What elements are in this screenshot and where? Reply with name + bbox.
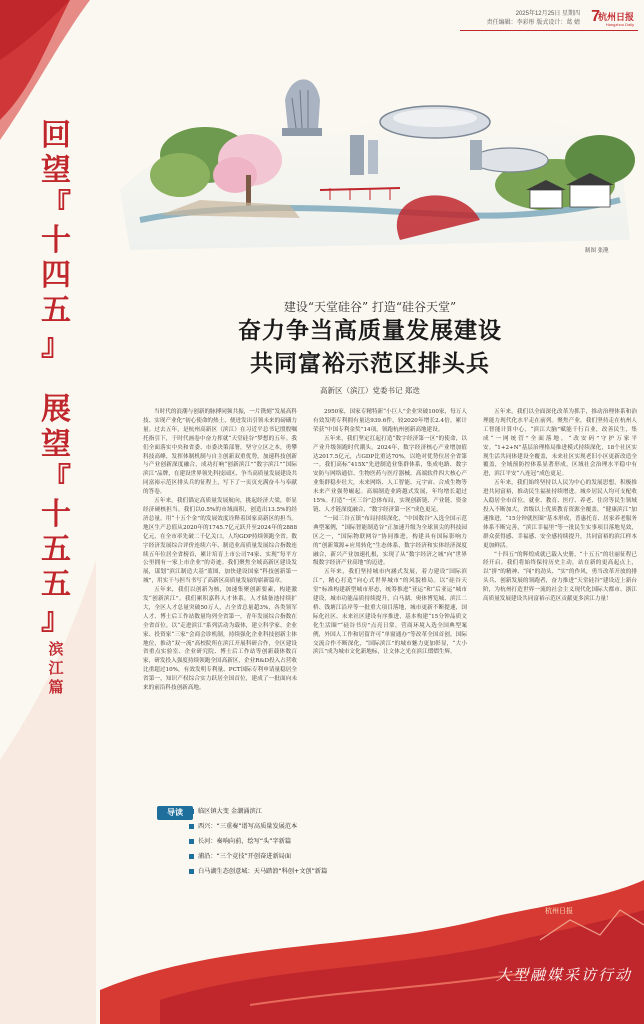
editor-credits: 责任编辑：李彩彤 版式设计：葛 婧 bbox=[486, 20, 580, 26]
article-column-1 bbox=[143, 408, 297, 798]
issue-date: 2025年12月25日 星期四 bbox=[515, 11, 580, 17]
page-number: 7 bbox=[591, 8, 600, 25]
side-title-outlook: 展 望 『 十 五 五 』 bbox=[41, 392, 71, 637]
paragraph: “一园三谷五镇”布局持续深化，“中国数谷”入选全国示范典型案例，“国际智能制造谷”正加速升级为全球顶尖的科技园区之一，“国际物联网谷”协同推进，构建具有国际影响力的“创新策源+应用转化”生态体系，数字经济和实体经济深度融合，新兴产业加速扎根，实现了从“数字经济之城”向“世界级数字经济产业高地”的迈进。 bbox=[313, 515, 467, 567]
guide-item[interactable]: 白马湖生态创意城：天马踏浪“科创+文创”新篇 bbox=[189, 866, 327, 878]
newspaper-logo-sub: Hangzhou Daily bbox=[605, 22, 634, 27]
guide-item[interactable]: 临区镇大变 金潮涌滨江 bbox=[189, 806, 262, 818]
guide-item[interactable]: 西兴：“三重奏”谱写高质量发展范本 bbox=[189, 821, 297, 833]
paragraph: 五年来，我们以全面深化改革为抓手，推动治理体系和治理能力现代化水平走在前列。聚焦产业，我们坚持走在杭州人工智能计算中心，“滨江大脑”赋能千行百业，改善民生，集成“一网统管”全面落地，“改安码”守护万家平安。“1+2+N”基层治理格局推进模式持续深化，18个社区实现生活共同体建设全覆盖，未来社区实现老旧小区更新改造全覆盖，全域预防控体系显著形成，区域社会治理水平稳中有进，滨江平安“八连冠”成色更足。 bbox=[483, 409, 637, 478]
paragraph: 五年来，我们坚持城市内涵式发展，着力建设“国际滨江”，精心打造“向心式世界城市”的风貌格局。以“硅谷天堂”标准构建新型城市形态，统筹推进“亚运”和“后亚运”城市建设，城市功能品质持续提升，白马湖、奥体博览城、滨江二桥、钱塘江沿岸等一批重大项目落地，城市更新不断提速，国际化社区、未来社区建设有序推进，基本构建“15分钟品质文化生活圈”“硅谷书房”点亮日常。营商环境入选全国典型案例，外国人工作和居留许可“单窗通办”等改革全国首创，国际交流合作不断深化，“国际滨江”的城市魅力更加彰显，“大小滨江”成为城市文化新地标，让文体之光在滨江熠熠生辉。 bbox=[313, 569, 467, 656]
paragraph: 五年来，我们坚定扛起打造“数字经济第一区”的使命，以产业升级领跑时代潮头。2024年，数字经济核心产业增加值达2017.5亿元，占GDP比重达70%，以绝对优势位居全省第一。我们高标“415X”先进制造业集群体系，集成电路、数字安防与网络通信、生物医药与医疗器械、高端软件四大核心产业集群稳步壮大，未来网络、人工智能、元宇宙、合成生物等未来产业强势崛起。高端制造业跨越式发展，年均增长超过15%。打造“一区三谷”总体布局，实现创新链、产业链、资金链、人才链深度融合，“数字经济第一区”成色更足。 bbox=[313, 435, 467, 513]
article-column-2 bbox=[313, 408, 467, 798]
illustration-credit: 制图 张滟 bbox=[585, 248, 609, 254]
headline-line-1: 奋力争当高质量发展建设 bbox=[238, 318, 502, 344]
article-byline: 高新区（滨江）党委书记 郑迭 bbox=[320, 386, 420, 395]
paragraph: 五年来，我们锚定高质量发展航向，挑起经济大梁，彰显经济硬核担当。我们以0.5%的市域面积，创造出13.5%的经济总量。用“十五个金”的发展效度诠释着国家高新区的担当。地区生产总值从2020年的1745.7亿元跃升至2024年的2888亿元，在全市率先破二千亿关口，人均GDP持续领跑全省。数字经济发展综合评价连续六年、制造业高质量发展综合指数连续五年位居全省榜首，累计培育上市公司74家、实现“每平方公里拥有一家上市企业”的奇迹。我们聚焦全域高新区建设发展，谋划“滨江制造大基”蓝图，加快建设国家“科技创新第一城”，用实干与担当书写了高新区高质量发展的崭新篇章。 bbox=[143, 498, 297, 585]
paragraph: 五年来，我们始终坚持以人民为中心的发展思想，积极推进共同富裕，推动民生福祉持续增进。城乡居民人均可支配收入稳居全市首位，就业、教育、医疗、养老、住房等民生领域投入不断加大，省级以上优质教育资源全覆盖，“健康滨江”加速推进，“15分钟就医圈”基本形成，普惠托育、居家养老服务体系不断完善，“滨江幸福里”等一批民生实事项目落地见效，群众获得感、幸福感、安全感持续提升，共同富裕的滨江样本更加鲜活。 bbox=[483, 480, 637, 549]
section-title-binjiang: 滨 江 篇 bbox=[48, 640, 64, 696]
header-rule bbox=[460, 30, 638, 31]
footer-banner bbox=[100, 880, 644, 1024]
newspaper-logo: 杭州日报 bbox=[597, 13, 634, 23]
article-kicker: 建设“天堂硅谷” 打造“硅谷天堂” bbox=[283, 300, 457, 314]
paragraph: 当时代的浪潮与创新的脉搏同频共振，一片镌刻“发展高科技、实现产业化”初心使命的热土，便迸发出引领未来的磅礴力量。过去五年，是杭州高新区（滨江）在习近平总书记殷殷嘱托指引下，于时代画卷中奋力挥就“天堂硅谷”梦想的五年。我们全面落实中央和省委、市委决策部署，坚守立区之本，勇攀科技高峰，发挥体制机制与自主创新双重优势，加速科技创新与产业创新深度融合，成功打响“创新滨江”“数字滨江”“国际滨江”品牌，在建设世界领先科技园区、争当高质量发展建设共同富裕示范区排头兵的征程上，写下了一页页充满奋斗与奉献的答卷。 bbox=[143, 409, 297, 496]
guide-item[interactable]: 长河：奏响向前，绘写“头”字新篇 bbox=[189, 836, 291, 848]
guide-label: 导读 bbox=[157, 806, 193, 820]
headline-line-2: 共同富裕示范区排头兵 bbox=[250, 351, 490, 377]
page-header bbox=[468, 8, 638, 32]
paragraph: 2950家，国家专精特新“小巨人”企业突破100家，每万人有效发明专利拥有量达939.6件，较2020年增长2.4倍，累计荣获“中国专利金奖”14项，领跑杭州创新高地建设。 bbox=[313, 409, 467, 433]
city-illustration bbox=[100, 40, 640, 270]
side-title-review: 回 望 『 十 四 五 』 bbox=[41, 118, 71, 363]
campaign-slogan: 大型融媒采访行动 bbox=[495, 966, 632, 984]
paragraph: 五年来，我们以创新为核，加速集聚创新要素，构建激发“创新滨江”。我们累积嘉科人才体系，人才储备池持续扩大，全区人才总量突破50万人，占全省总量超3%，各类领军人才、博士后工作站数量均列全省第一，青年发展综合指数在全省首位。以“走进滨江”系列活动为载体，建立科学家、企业家、投资家“三家”会商会诊机制，持续强化企业科技创新主体地位，推动“双一流”高校院所在滨江开展科研合作，全区建设省重点实验室、企业研究院、博士后工作站等创新载体数百家，研发投入强度持续领跑全国高新区，企业R&D投入占营收比重超过10%，有效发明专利量、PCT国际专利申请量稳居全省第一，知识产权综合实力跃居全国首位，建成了一批面向未来的前沿科技创新高地。 bbox=[143, 587, 297, 692]
paragraph: “十四五”的辉煌成就已载入史册，“十五五”的壮丽征程已经开启。我们将始终保持历史主动，站在新的更高起点上，以“拼”的精神、“闯”的劲头、“实”的作风，勇当改革开放的排头兵、创新发展的领跑者，奋力推进“天堂硅谷”建设迈上新台阶，为杭州打造世界一流的社会主义现代化国际大都市、浙江高质量发展建设共同富裕示范区贡献更多滨江力量！ bbox=[483, 551, 637, 603]
footer-logo: 杭州日报 bbox=[545, 907, 573, 915]
guide-item[interactable]: 浦沿：“三个竞技”开创奋进新局面 bbox=[189, 851, 291, 863]
article-body bbox=[143, 408, 639, 798]
article-column-3 bbox=[483, 408, 637, 798]
